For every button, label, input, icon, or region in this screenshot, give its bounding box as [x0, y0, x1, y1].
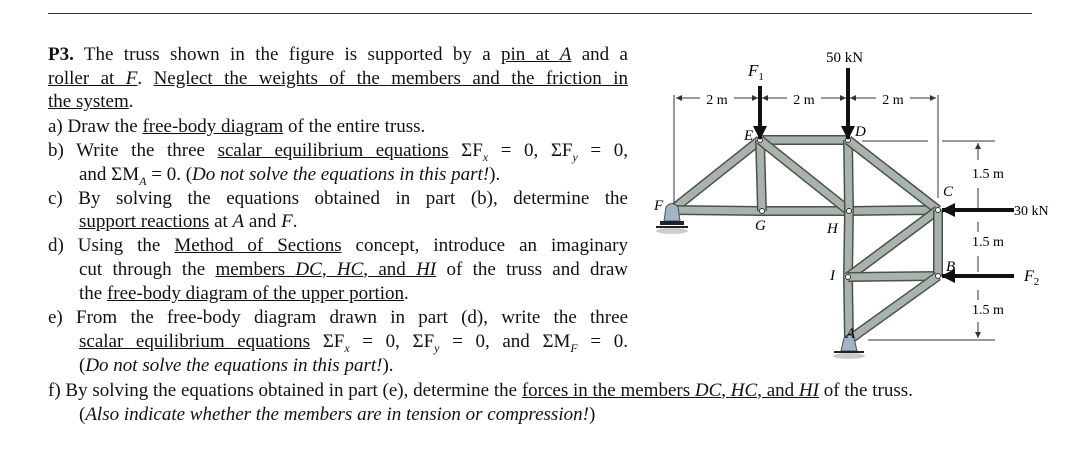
joint-label-B: B	[946, 259, 956, 275]
text-segment: , and	[757, 380, 799, 401]
text-segment: and a	[571, 44, 628, 65]
joint-label-I: I	[830, 268, 835, 284]
joint-label-H: H	[827, 221, 838, 237]
truss-members	[672, 140, 938, 340]
text-segment: Also indicate whether the members are in tension or compression!	[85, 404, 589, 425]
load-label-F2: $F_2$	[1024, 268, 1040, 288]
text-segment: (	[79, 355, 86, 376]
joint-label-G: G	[755, 218, 766, 234]
dim-CB-height: 1.5 m	[972, 235, 1004, 250]
text-segment: )	[588, 404, 596, 425]
text-segment: pin at	[501, 44, 560, 65]
text-segment: F	[125, 68, 138, 89]
text-segment: free-body diagram of the upper portion	[106, 283, 405, 304]
text-segment: free-body diagram	[142, 116, 284, 137]
subscript: F	[570, 340, 578, 355]
subscript: A	[139, 173, 147, 188]
dim-DC: 2 m	[882, 93, 904, 108]
text-segment: Neglect the weights of the members and the friction in	[153, 68, 628, 89]
subscript: x	[344, 340, 350, 355]
text-segment: the system	[48, 91, 129, 112]
member-HI	[848, 211, 849, 277]
pin-joint-C	[936, 208, 941, 213]
load-label-30kN: 30 kN	[1014, 204, 1049, 219]
text-segment: f) By solving the equations obtained in part (e), determine the	[48, 380, 522, 401]
text-segment: P3.	[48, 44, 74, 65]
member-DC	[848, 140, 938, 210]
text-segment: ,	[321, 259, 337, 280]
dim-DC-height: 1.5 m	[972, 167, 1004, 182]
joint-label-F: F	[654, 198, 664, 214]
member-DH	[848, 140, 849, 211]
text-segment: scalar equilibrium equations	[79, 331, 311, 352]
member-EH	[760, 140, 849, 211]
text-segment: ).	[382, 355, 394, 376]
text-segment: a) Draw the	[48, 116, 143, 137]
text-segment: Do not solve the equations in this part!	[192, 164, 490, 185]
text-segment: ).	[489, 164, 501, 185]
text-segment: of the truss and draw	[436, 259, 629, 280]
dim-FE: 2 m	[706, 93, 728, 108]
text-segment: c) By solving the equations obtained in part (b), determine the	[48, 188, 628, 209]
text-segment: d) Using the	[48, 235, 175, 256]
text-segment: members	[215, 259, 296, 280]
joint-label-A: A	[846, 326, 856, 342]
text-segment: at	[209, 211, 233, 232]
member-IB	[848, 276, 938, 277]
text-segment: and ΣM	[79, 164, 140, 185]
text-segment: (	[79, 404, 86, 425]
pin-joint-H	[847, 209, 852, 214]
text-segment: concept, introduce an imaginary	[341, 235, 628, 256]
member-EG	[760, 140, 762, 211]
member-FG	[672, 210, 762, 211]
text-segment: = 0, ΣF	[488, 140, 573, 161]
member-AB	[849, 276, 938, 340]
text-segment: A	[559, 44, 572, 65]
subscript: y	[572, 149, 578, 164]
text-segment: .	[292, 211, 298, 232]
text-segment: .	[137, 68, 154, 89]
text-segment: HC	[730, 380, 758, 401]
text-segment: the	[79, 283, 107, 304]
text-segment: , and	[363, 259, 417, 280]
text-segment: ΣF	[448, 140, 483, 161]
text-segment: HC	[336, 259, 364, 280]
load-label-50kN: 50 kN	[826, 50, 864, 66]
text-segment: DC	[694, 380, 722, 401]
text-segment: roller at	[48, 68, 126, 89]
text-segment: HI	[416, 259, 437, 280]
text-segment: .	[404, 283, 409, 304]
subscript: y	[434, 340, 440, 355]
text-segment: cut through the	[79, 259, 216, 280]
subscript: x	[482, 149, 489, 164]
text-segment: and	[244, 211, 282, 232]
text-segment: DC	[295, 259, 322, 280]
text-segment: F	[281, 211, 293, 232]
load-label-F1: $F_1$	[748, 61, 764, 83]
member-FE	[672, 140, 760, 210]
joint-label-C: C	[943, 184, 954, 200]
text-segment: ΣF	[310, 331, 345, 352]
text-segment: of the truss.	[818, 380, 913, 401]
joint-label-E: E	[744, 128, 754, 144]
text-segment: support reactions	[79, 211, 210, 232]
text-segment: Do not solve the equations in this part!	[85, 355, 383, 376]
text-segment: = 0,	[577, 140, 628, 161]
text-segment: ,	[721, 380, 731, 401]
text-segment: Method of Sections	[174, 235, 342, 256]
pin-joint-I	[846, 275, 851, 280]
dim-ED: 2 m	[793, 93, 815, 108]
text-segment: A	[232, 211, 245, 232]
text-segment: b) Write the three	[48, 140, 218, 161]
text-segment: forces in the members	[521, 380, 695, 401]
member-HC	[849, 210, 938, 211]
text-segment: .	[128, 91, 134, 112]
joint-label-D: D	[855, 124, 866, 140]
text-segment: e) From the free-body diagram drawn in part (d), write the three	[48, 307, 628, 328]
horizontal-dimensions	[674, 95, 938, 205]
text-segment: HI	[798, 380, 819, 401]
text-segment: = 0, ΣF	[349, 331, 435, 352]
text-segment: of the entire truss.	[283, 116, 426, 137]
text-segment: The truss shown in the figure is supported by a	[73, 44, 502, 65]
text-segment: = 0. (	[146, 164, 193, 185]
pin-joint-B	[936, 274, 941, 279]
text-segment: = 0, and ΣM	[439, 331, 571, 352]
pin-joint-G	[760, 209, 765, 214]
dim-BA-height: 1.5 m	[972, 303, 1004, 318]
text-segment: scalar equilibrium equations	[217, 140, 449, 161]
text-segment: = 0.	[577, 331, 628, 352]
member-IC	[848, 210, 938, 277]
